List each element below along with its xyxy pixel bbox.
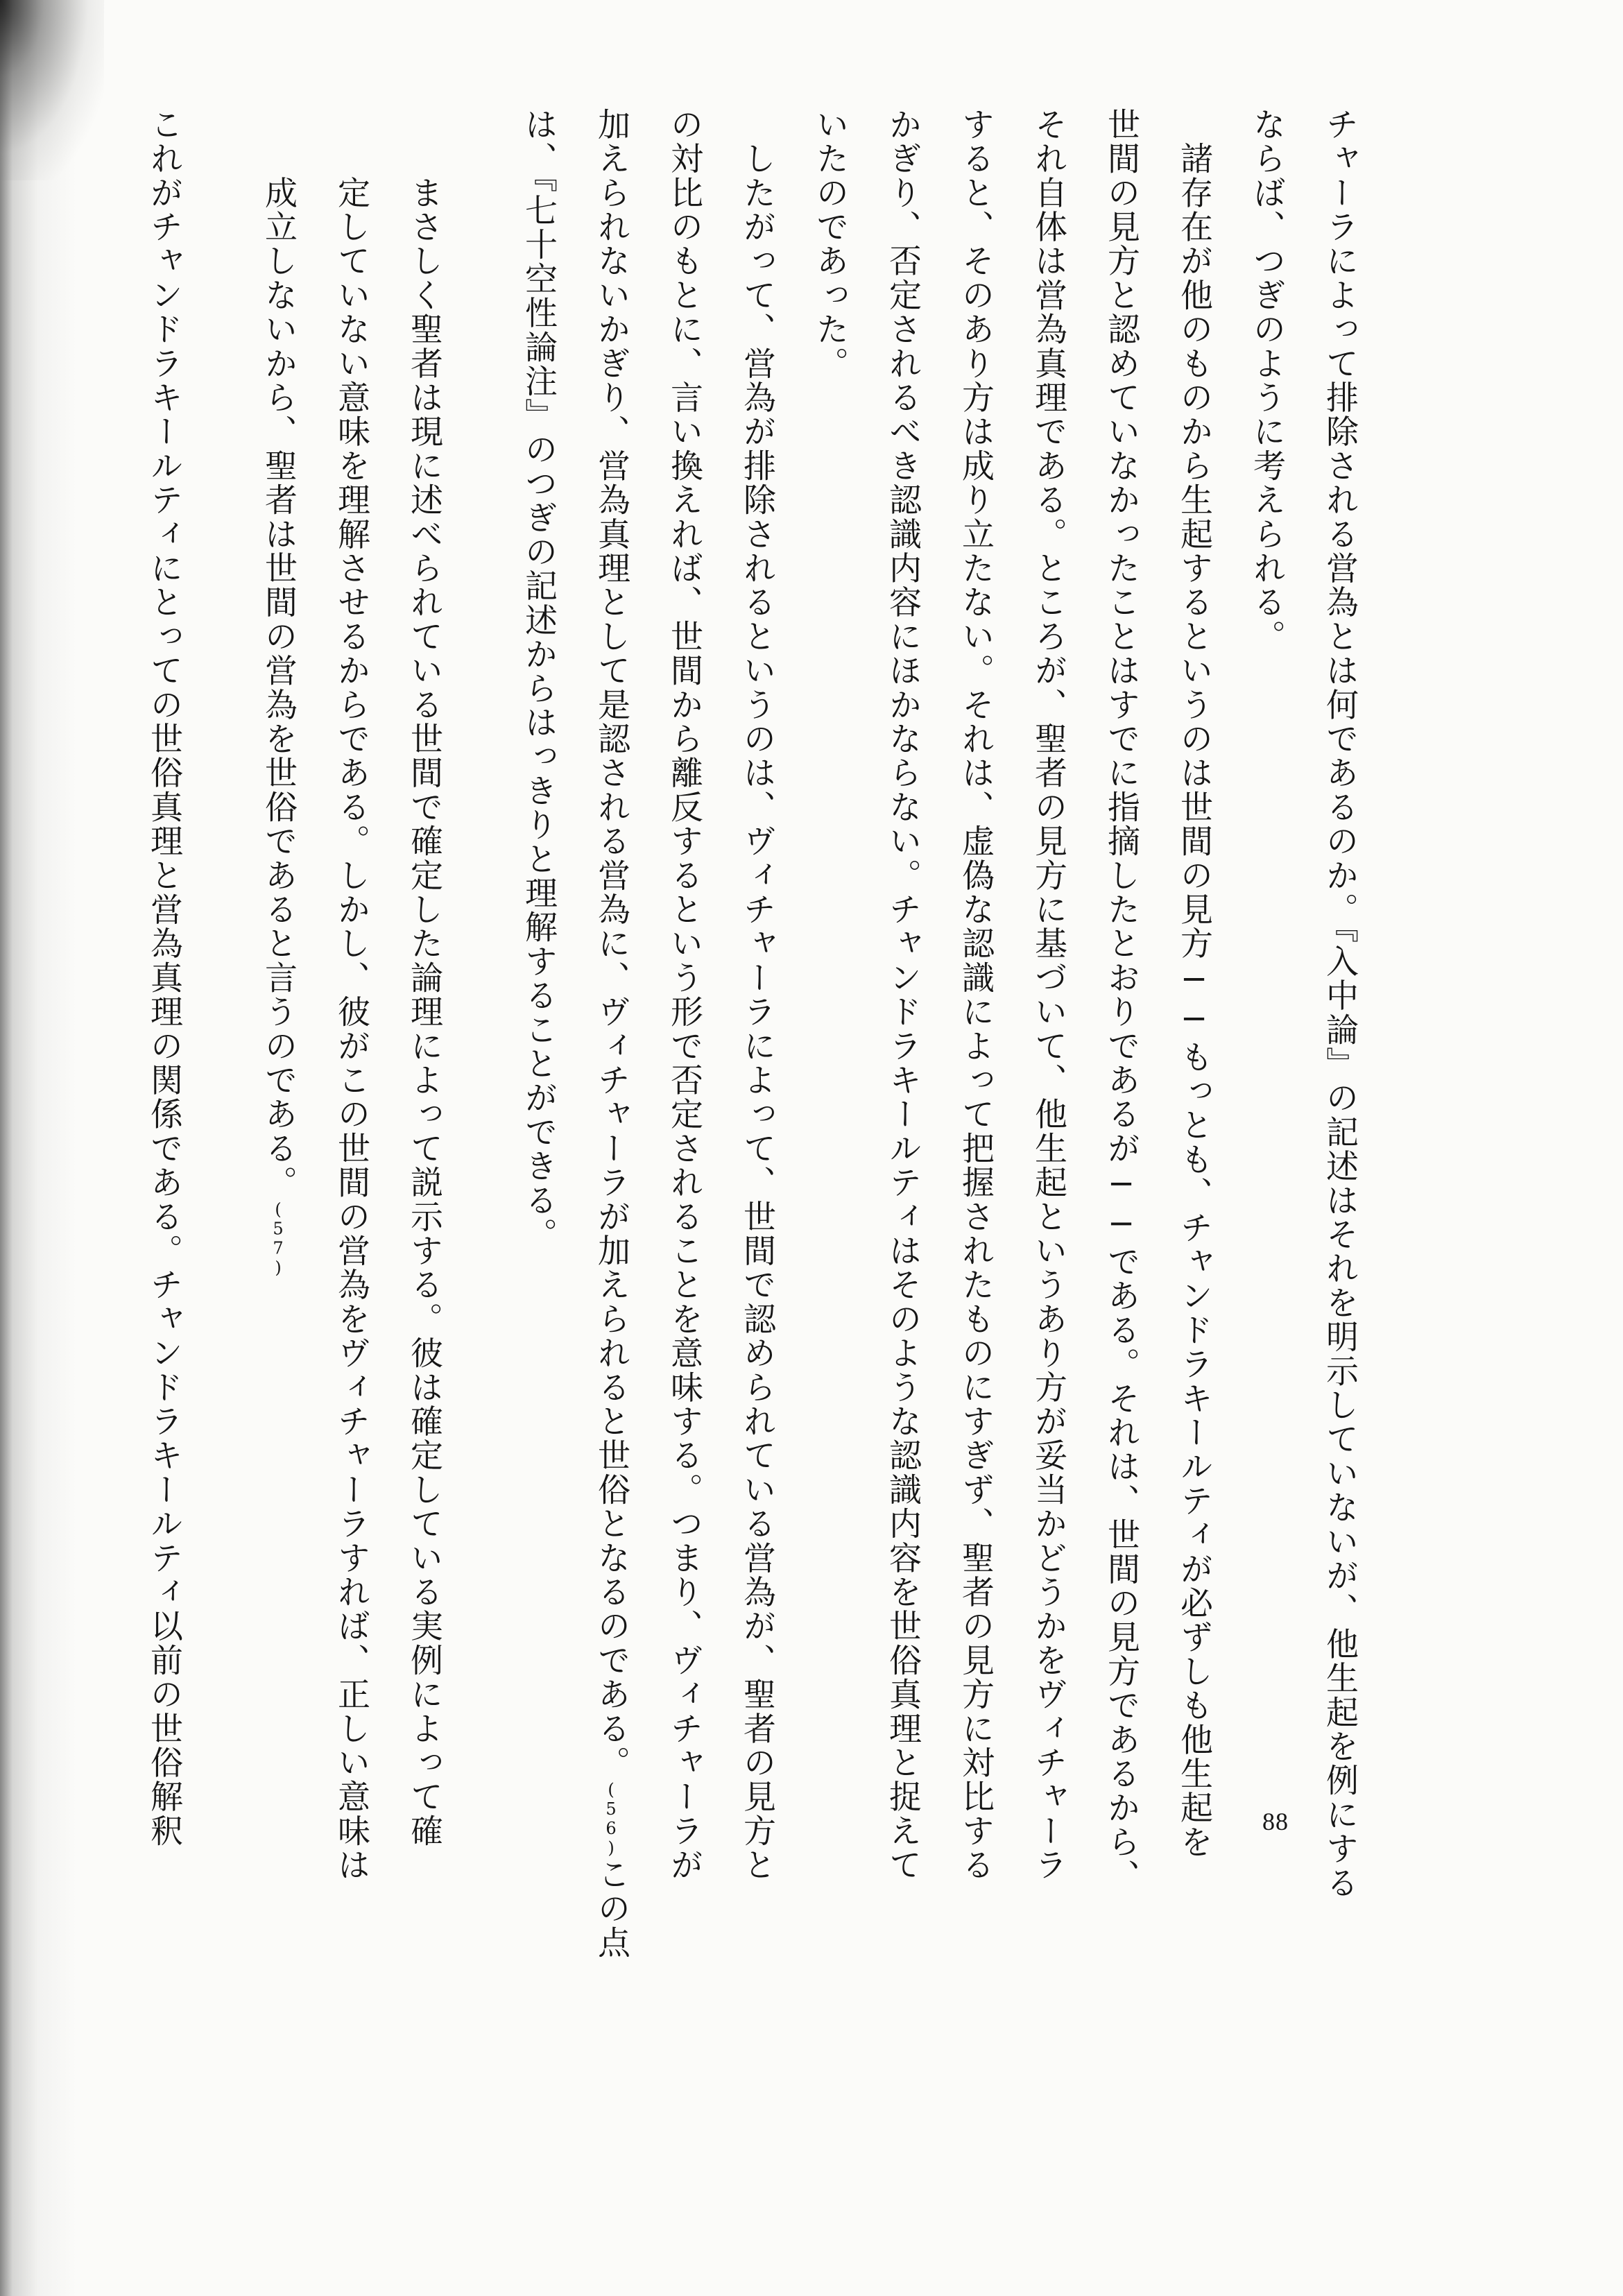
text-line: かぎり、否定されるべき認識内容にほかならない。チャンドラキールティはそのような認識内容を世俗真理と捉えて (884, 108, 922, 1883)
footnote-marker-56: (56) (601, 1779, 621, 1858)
quote-line: まさしく聖者は現に述べられている世間で確定した論理によって説示する。彼は確定している実例によって確 (405, 108, 443, 1849)
quote-line: 成立しないから、聖者は世間の営為を世俗であると言うのである。(57) (259, 108, 298, 1278)
text-line: は、『七十空性論注』のつぎの記述からはっきりと理解することができる。 (519, 108, 558, 1252)
text-line: すると、そのあり方は成り立たない。それは、虚偽な認識によって把握されたものにすぎず、聖者の見方に対比する (956, 108, 995, 1883)
text-line: したがって、営為が排除されるというのは、ヴィチャーラによって、世間で認められている営為が、聖者の見方と (738, 108, 776, 1883)
text-line: 加えられないかぎり、営為真理として是認される営為に、ヴィチャーラが加えられると世俗となるのである。(56)この点 (592, 108, 630, 1960)
text-line: いたのであった。 (811, 108, 849, 381)
text-line: チャーラによって排除される営為とは何であるのか。『入中論』の記述はそれを明示していないが、他生起を例にする (1321, 108, 1359, 1901)
text-line: 諸存在が他のものから生起するというのは世間の見方──もっとも、チャンドラキールティが必ずしも他生起を (1175, 108, 1213, 1860)
footnote-marker-57: (57) (268, 1199, 288, 1278)
page-number: 88 (1262, 1808, 1289, 1835)
text-line: 世間の見方と認めていなかったことはすでに指摘したとおりであるが──である。それは、世間の見方であるから、 (1102, 108, 1140, 1894)
text-line: これがチャンドラキールティにとっての世俗真理と営為真理の関係である。チャンドラキールティ以前の世俗解釈 (145, 108, 183, 1849)
quote-line: 定していない意味を理解させるからである。しかし、彼がこの世間の営為をヴィチャーラすれば、正しい意味は (332, 108, 370, 1883)
text-line: の対比のもとに、言い換えれば、世間から離反するという形で否定されることを意味する。つまり、ヴィチャーラが (665, 108, 703, 1883)
text-line: ならば、つぎのように考えられる。 (1248, 108, 1286, 654)
text-line: それ自体は営為真理である。ところが、聖者の見方に基づいて、他生起というあり方が妥当かどうかをヴィチャーラ (1029, 108, 1067, 1883)
